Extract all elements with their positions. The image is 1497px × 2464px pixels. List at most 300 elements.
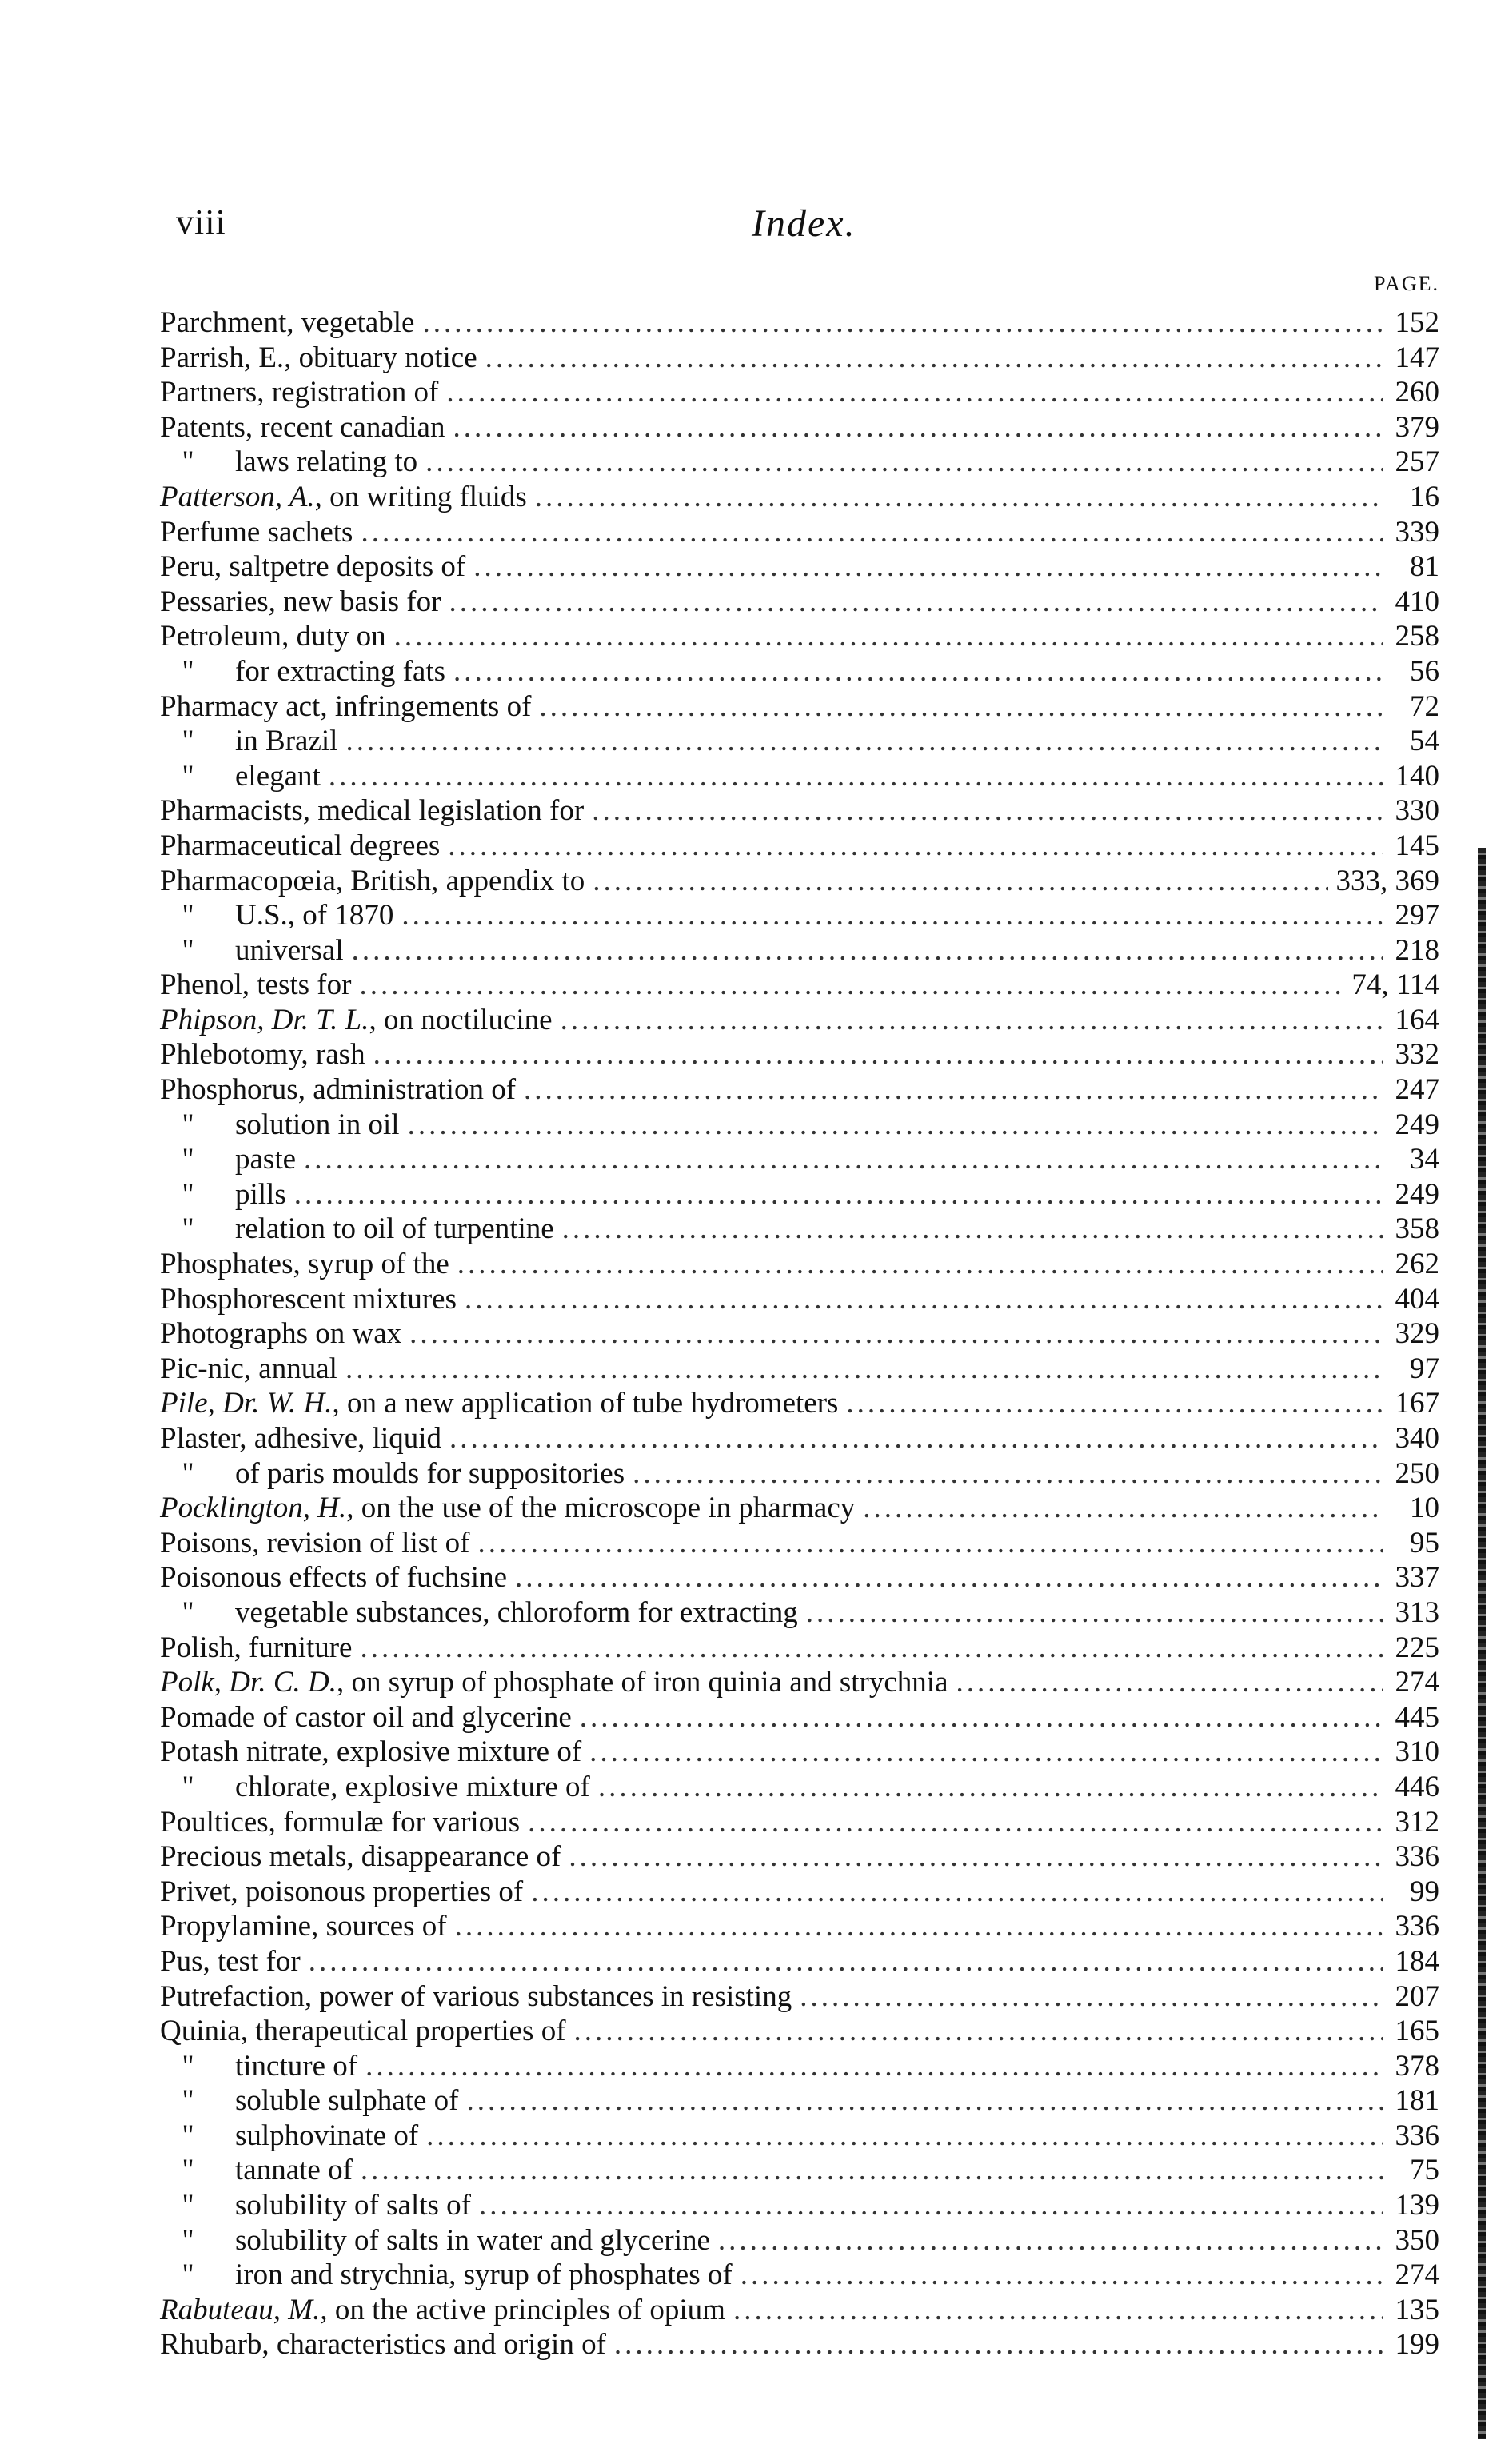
- entry-text: [160, 1072, 516, 1108]
- entry-text: [160, 515, 353, 550]
- entry-text: [160, 1142, 296, 1177]
- entry-page: 274: [1395, 2258, 1439, 2292]
- entry-subject: Peru, saltpetre deposits of: [160, 550, 466, 584]
- entry-text: [160, 1665, 948, 1700]
- entry-text: [160, 480, 527, 515]
- index-entry: [160, 2258, 1439, 2293]
- index-entry: [160, 619, 1439, 654]
- entry-text: [160, 1735, 581, 1770]
- entry-text: [160, 445, 417, 480]
- dot-leader: [846, 1386, 1383, 1421]
- entry-page: 165: [1395, 2015, 1439, 2048]
- entry-page: 207: [1395, 1979, 1439, 2013]
- entry-author: Rabuteau, M.: [160, 2293, 321, 2326]
- entry-page: 218: [1395, 933, 1439, 967]
- entry-page: 274: [1395, 1666, 1439, 1699]
- index-entry: [160, 898, 1439, 933]
- entry-page: 97: [1410, 1352, 1439, 1385]
- entry-text: [160, 1979, 792, 2015]
- entry-page: 258: [1395, 620, 1439, 653]
- ditto-mark: ": [182, 1108, 194, 1141]
- index-entry: [160, 793, 1439, 829]
- entry-subject: solution in oil: [235, 1108, 400, 1141]
- entry-subject: Phlebotomy, rash: [160, 1038, 365, 1072]
- entry-text: [160, 1700, 572, 1735]
- entry-text: [160, 1770, 590, 1805]
- dot-leader: [449, 1421, 1383, 1456]
- entry-text: [160, 793, 584, 829]
- entry-subject: Rhubarb, characteristics and origin of: [160, 2328, 606, 2362]
- index-entry: [160, 1839, 1439, 1875]
- entry-page: 139: [1395, 2189, 1439, 2222]
- index-entry: [160, 1003, 1439, 1038]
- entry-author: Polk, Dr. C. D.: [160, 1666, 337, 1699]
- entry-page: 140: [1395, 759, 1439, 793]
- index-entry: [160, 306, 1439, 341]
- entry-text: [160, 2293, 725, 2328]
- entry-text: [160, 724, 337, 759]
- index-entry: [160, 1352, 1439, 1387]
- index-entry: [160, 1386, 1439, 1421]
- entry-subject: paste: [235, 1143, 297, 1176]
- entry-text: [160, 1108, 400, 1143]
- entry-page: 410: [1395, 585, 1439, 618]
- index-entry: [160, 2014, 1439, 2049]
- entry-page: 379: [1395, 410, 1439, 444]
- index-entry: [160, 1595, 1439, 1631]
- ditto-mark: ": [182, 445, 194, 479]
- entry-text: [160, 2223, 710, 2258]
- scan-edge: [1478, 848, 1486, 2439]
- entry-subject: Phosphorescent mixtures: [160, 1282, 457, 1316]
- ditto-mark: ": [182, 654, 194, 688]
- index-entry: [160, 724, 1439, 759]
- entry-text: [160, 2049, 357, 2084]
- entry-page: 81: [1410, 550, 1439, 584]
- dot-leader: [422, 306, 1383, 341]
- dot-leader: [580, 1700, 1383, 1735]
- ditto-mark: ": [182, 2223, 194, 2257]
- index-entry: [160, 480, 1439, 515]
- entry-text: [160, 1177, 286, 1212]
- entry-page: 260: [1395, 376, 1439, 409]
- entry-page: 247: [1395, 1073, 1439, 1107]
- dot-leader: [515, 1560, 1383, 1595]
- entry-subject: in Brazil: [235, 725, 338, 758]
- index-entry: [160, 654, 1439, 689]
- dot-leader: [535, 480, 1383, 515]
- entry-page: 312: [1395, 1805, 1439, 1839]
- dot-leader: [467, 2083, 1383, 2119]
- dot-leader: [562, 1212, 1383, 1247]
- entry-text: [160, 1037, 365, 1072]
- ditto-mark: ": [182, 2049, 194, 2083]
- dot-leader: [361, 2153, 1383, 2188]
- entry-subject: Pessaries, new basis for: [160, 585, 441, 618]
- dot-leader: [956, 1665, 1383, 1700]
- index-entry: [160, 375, 1439, 410]
- ditto-mark: ": [182, 725, 194, 758]
- index-entry: [160, 1421, 1439, 1456]
- entry-text: [160, 1805, 520, 1840]
- dot-leader: [800, 1979, 1383, 2015]
- entry-page: 34: [1410, 1143, 1439, 1176]
- ditto-mark: ": [182, 1770, 194, 1803]
- entry-text: [160, 933, 344, 968]
- dot-leader: [294, 1177, 1383, 1212]
- entry-subject: Propylamine, sources of: [160, 1910, 447, 1943]
- index-entry: [160, 933, 1439, 968]
- entry-text: [160, 1282, 457, 1317]
- dot-leader: [352, 933, 1383, 968]
- entry-page: 378: [1395, 2049, 1439, 2083]
- entry-text: [160, 1421, 441, 1456]
- entry-page: 181: [1395, 2084, 1439, 2118]
- entry-subject: Pharmacy act, infringements of: [160, 689, 532, 723]
- dot-leader: [360, 1631, 1383, 1666]
- entry-subject: Perfume sachets: [160, 515, 353, 549]
- entry-subject: laws relating to: [235, 445, 418, 479]
- entry-text: [160, 375, 438, 410]
- entry-text: [160, 2119, 418, 2154]
- dot-leader: [569, 1839, 1383, 1875]
- dot-leader: [345, 724, 1383, 759]
- dot-leader: [446, 375, 1383, 410]
- entry-subject: of paris moulds for suppositories: [235, 1456, 625, 1490]
- entry-text: [160, 341, 477, 376]
- entry-subject: U.S., of 1870: [235, 899, 394, 932]
- entry-page: 56: [1410, 654, 1439, 688]
- entry-subject: for extracting fats: [235, 654, 445, 688]
- entry-text: [160, 549, 465, 585]
- index-entry: [160, 2188, 1439, 2223]
- dot-leader: [304, 1142, 1383, 1177]
- entry-text: [160, 2083, 459, 2119]
- entry-page: 445: [1395, 1700, 1439, 1734]
- entry-text: [160, 1526, 470, 1561]
- entry-page: 135: [1395, 2293, 1439, 2326]
- entry-text: [160, 864, 585, 899]
- entry-subject: Putrefaction, power of various substances in resisting: [160, 1979, 792, 2013]
- ditto-mark: ": [182, 1143, 194, 1176]
- dot-leader: [589, 1735, 1383, 1770]
- index-entry: [160, 829, 1439, 864]
- dot-leader: [524, 1072, 1383, 1108]
- dot-leader: [479, 2188, 1383, 2223]
- entry-subject: Privet, poisonous properties of: [160, 1875, 524, 1908]
- dot-leader: [453, 654, 1383, 689]
- index-entry: [160, 1247, 1439, 1282]
- entry-page: 358: [1395, 1212, 1439, 1246]
- entry-subject: vegetable substances, chloroform for extracting: [235, 1595, 798, 1629]
- index-entry: [160, 1526, 1439, 1561]
- entry-subject: Photographs on wax: [160, 1317, 402, 1351]
- entry-text: [160, 1631, 352, 1666]
- entry-page: 339: [1395, 515, 1439, 549]
- entry-subject: Poisons, revision of list of: [160, 1526, 470, 1559]
- entry-page: 313: [1395, 1595, 1439, 1629]
- entry-subject: Potash nitrate, explosive mixture of: [160, 1735, 582, 1769]
- entry-page: 199: [1395, 2328, 1439, 2362]
- entry-text: [160, 898, 393, 933]
- entry-page: 145: [1395, 829, 1439, 862]
- entry-page: 262: [1395, 1248, 1439, 1281]
- entry-text: [160, 619, 386, 654]
- dot-leader: [863, 1491, 1383, 1526]
- dot-leader: [598, 1770, 1383, 1805]
- dot-leader: [457, 1247, 1383, 1282]
- entry-page: 249: [1395, 1108, 1439, 1141]
- entry-subject: solubility of salts of: [235, 2189, 471, 2222]
- entry-page: 184: [1395, 1944, 1439, 1978]
- dot-leader: [561, 1003, 1383, 1038]
- entry-text: [160, 1456, 625, 1492]
- index-entry: [160, 1072, 1439, 1108]
- index-entry: [160, 1631, 1439, 1666]
- ditto-mark: ": [182, 2119, 194, 2152]
- entry-subject: Patents, recent canadian: [160, 410, 445, 444]
- entry-subject: Phenol, tests for: [160, 968, 352, 1002]
- index-entry: [160, 2083, 1439, 2119]
- index-entry: [160, 1944, 1439, 1979]
- dot-leader: [309, 1944, 1383, 1979]
- entry-subject: Parrish, E., obituary notice: [160, 341, 477, 374]
- entry-page: 75: [1410, 2154, 1439, 2187]
- dot-leader: [401, 898, 1383, 933]
- index-entry: [160, 1560, 1439, 1595]
- dot-leader: [593, 864, 1327, 899]
- ditto-mark: ": [182, 1595, 194, 1629]
- index-entry: [160, 1142, 1439, 1177]
- ditto-mark: ": [182, 1456, 194, 1490]
- ditto-mark: ": [182, 899, 194, 932]
- index-entry: [160, 549, 1439, 585]
- ditto-mark: ": [182, 2258, 194, 2292]
- ditto-mark: ": [182, 1177, 194, 1211]
- index-entry: [160, 759, 1439, 794]
- entry-text: [160, 1386, 838, 1421]
- index-entry: [160, 1665, 1439, 1700]
- entry-page: 336: [1395, 1910, 1439, 1943]
- index-entry: [160, 2223, 1439, 2258]
- entry-subject: pills: [235, 1177, 286, 1211]
- entry-text: [160, 1003, 553, 1038]
- entry-page: 16: [1410, 480, 1439, 513]
- index-entry: [160, 1037, 1439, 1072]
- dot-leader: [465, 1282, 1383, 1317]
- entry-page: 250: [1395, 1456, 1439, 1490]
- index-entry: [160, 445, 1439, 480]
- dot-leader: [528, 1805, 1383, 1840]
- entry-text: [160, 1212, 554, 1247]
- dot-leader: [345, 1352, 1383, 1387]
- entry-page: 54: [1410, 725, 1439, 758]
- entry-text: [160, 410, 445, 445]
- dot-leader: [574, 2014, 1383, 2049]
- ditto-mark: ": [182, 1212, 194, 1246]
- entry-subject: solubility of salts in water and glycerine: [235, 2223, 710, 2257]
- entry-page: 249: [1395, 1177, 1439, 1211]
- index-entry: [160, 1700, 1439, 1735]
- entry-subject: Parchment, vegetable: [160, 306, 415, 339]
- entry-subject: soluble sulphate of: [235, 2084, 459, 2118]
- entry-author: Pocklington, H.: [160, 1492, 347, 1525]
- entry-page: 297: [1395, 899, 1439, 932]
- entry-text: [160, 689, 531, 725]
- ditto-mark: ": [182, 2154, 194, 2187]
- entry-page: 330: [1395, 794, 1439, 828]
- entry-page: 350: [1395, 2223, 1439, 2257]
- entry-text: [160, 2258, 733, 2293]
- page-header: [176, 202, 1439, 274]
- dot-leader: [448, 829, 1383, 864]
- entry-page: 332: [1395, 1038, 1439, 1072]
- entry-page: 446: [1395, 1770, 1439, 1803]
- entry-text: [160, 1316, 401, 1352]
- entry-subject: , on syrup of phosphate of iron quinia and strychnia: [336, 1666, 948, 1699]
- index-entry: [160, 1805, 1439, 1840]
- entry-text: [160, 1491, 855, 1526]
- dot-leader: [733, 2293, 1383, 2328]
- entry-text: [160, 1909, 447, 1944]
- dot-leader: [633, 1456, 1383, 1492]
- dot-leader: [409, 1316, 1383, 1352]
- entry-subject: tannate of: [235, 2154, 353, 2187]
- entry-subject: Poisonous effects of fuchsine: [160, 1561, 507, 1595]
- entry-subject: Phosphates, syrup of the: [160, 1248, 449, 1281]
- entry-text: [160, 1560, 507, 1595]
- index-entry: [160, 1979, 1439, 2015]
- entry-subject: Poultices, formulæ for various: [160, 1805, 521, 1839]
- entry-page: 404: [1395, 1282, 1439, 1316]
- entry-text: [160, 1595, 798, 1631]
- entry-text: [160, 306, 414, 341]
- dot-leader: [485, 341, 1383, 376]
- index-entries: [160, 306, 1439, 2362]
- entry-subject: chlorate, explosive mixture of: [235, 1770, 590, 1803]
- dot-leader: [539, 689, 1383, 725]
- dot-leader: [408, 1108, 1383, 1143]
- dot-leader: [449, 585, 1383, 620]
- entry-page: 336: [1395, 2119, 1439, 2152]
- entry-subject: , on noctilucine: [369, 1003, 553, 1036]
- dot-leader: [425, 445, 1383, 480]
- index-entry: [160, 1491, 1439, 1526]
- entry-author: Pile, Dr. W. H.: [160, 1387, 333, 1420]
- index-entry: [160, 2327, 1439, 2362]
- entry-text: [160, 759, 321, 794]
- entry-page: 147: [1395, 341, 1439, 374]
- entry-subject: Polish, furniture: [160, 1631, 353, 1664]
- entry-text: [160, 1944, 301, 1979]
- index-entry: [160, 1770, 1439, 1805]
- entry-page: 329: [1395, 1317, 1439, 1351]
- entry-text: [160, 585, 441, 620]
- entry-text: [160, 968, 351, 1003]
- page-number: viii: [176, 202, 226, 242]
- index-entry: [160, 1108, 1439, 1143]
- entry-author: Phipson, Dr. T. L.: [160, 1003, 369, 1036]
- entry-text: [160, 1352, 337, 1387]
- entry-subject: Petroleum, duty on: [160, 620, 386, 653]
- dot-leader: [426, 2119, 1383, 2154]
- index-entry: [160, 1212, 1439, 1247]
- entry-subject: universal: [235, 933, 344, 967]
- entry-subject: Pharmacopœia, British, appendix to: [160, 864, 585, 897]
- entry-text: [160, 1247, 449, 1282]
- ditto-mark: ": [182, 2084, 194, 2118]
- entry-subject: Pus, test for: [160, 1944, 301, 1978]
- entry-text: [160, 2014, 566, 2049]
- entry-page: 336: [1395, 1840, 1439, 1874]
- entry-text: [160, 1875, 523, 1910]
- entry-subject: Plaster, adhesive, liquid: [160, 1422, 442, 1455]
- index-entry: [160, 341, 1439, 376]
- entry-text: [160, 654, 445, 689]
- dot-leader: [473, 549, 1383, 585]
- entry-page: 337: [1395, 1561, 1439, 1595]
- entry-page: 10: [1410, 1492, 1439, 1525]
- entry-subject: tincture of: [235, 2049, 358, 2083]
- index-entry: [160, 864, 1439, 899]
- dot-leader: [531, 1875, 1383, 1910]
- entry-subject: , on writing fluids: [314, 480, 527, 513]
- dot-leader: [365, 2049, 1383, 2084]
- entry-subject: Precious metals, disappearance of: [160, 1840, 561, 1874]
- index-entry: [160, 1177, 1439, 1212]
- index-entry: [160, 1735, 1439, 1770]
- index-entry: [160, 1282, 1439, 1317]
- index-entry: [160, 1875, 1439, 1910]
- entry-page: 340: [1395, 1422, 1439, 1455]
- dot-leader: [718, 2223, 1383, 2258]
- dot-leader: [741, 2258, 1383, 2293]
- entry-subject: Partners, registration of: [160, 376, 439, 409]
- index-entry: [160, 2049, 1439, 2084]
- entry-subject: Pic-nic, annual: [160, 1352, 337, 1385]
- ditto-mark: ": [182, 2189, 194, 2222]
- dot-leader: [329, 759, 1383, 794]
- ditto-mark: ": [182, 933, 194, 967]
- dot-leader: [394, 619, 1383, 654]
- entry-subject: relation to oil of turpentine: [235, 1212, 554, 1246]
- dot-leader: [359, 968, 1343, 1003]
- page-column-label: PAGE.: [1373, 272, 1439, 295]
- entry-subject: Phosphorus, administration of: [160, 1073, 517, 1107]
- entry-page: 310: [1395, 1735, 1439, 1769]
- entry-page: 95: [1410, 1526, 1439, 1559]
- entry-subject: Quinia, therapeutical properties of: [160, 2015, 566, 2048]
- entry-page: 152: [1395, 306, 1439, 339]
- dot-leader: [592, 793, 1383, 829]
- index-entry: [160, 689, 1439, 725]
- dot-leader: [373, 1037, 1383, 1072]
- index-entry: [160, 2293, 1439, 2328]
- entry-page: 74, 114: [1351, 968, 1439, 1002]
- dot-leader: [806, 1595, 1383, 1631]
- entry-page: 99: [1410, 1875, 1439, 1908]
- entry-subject: , on a new application of tube hydrometers: [332, 1387, 839, 1420]
- entry-text: [160, 2327, 606, 2362]
- running-title: Index.: [752, 202, 856, 245]
- entry-subject: , on the use of the microscope in pharmacy: [346, 1492, 856, 1525]
- entry-subject: Pharmaceutical degrees: [160, 829, 441, 862]
- entry-subject: iron and strychnia, syrup of phosphates of: [235, 2258, 733, 2292]
- index-entry: [160, 1456, 1439, 1492]
- entry-subject: sulphovinate of: [235, 2119, 419, 2152]
- index-entry: [160, 2153, 1439, 2188]
- dot-leader: [614, 2327, 1383, 2362]
